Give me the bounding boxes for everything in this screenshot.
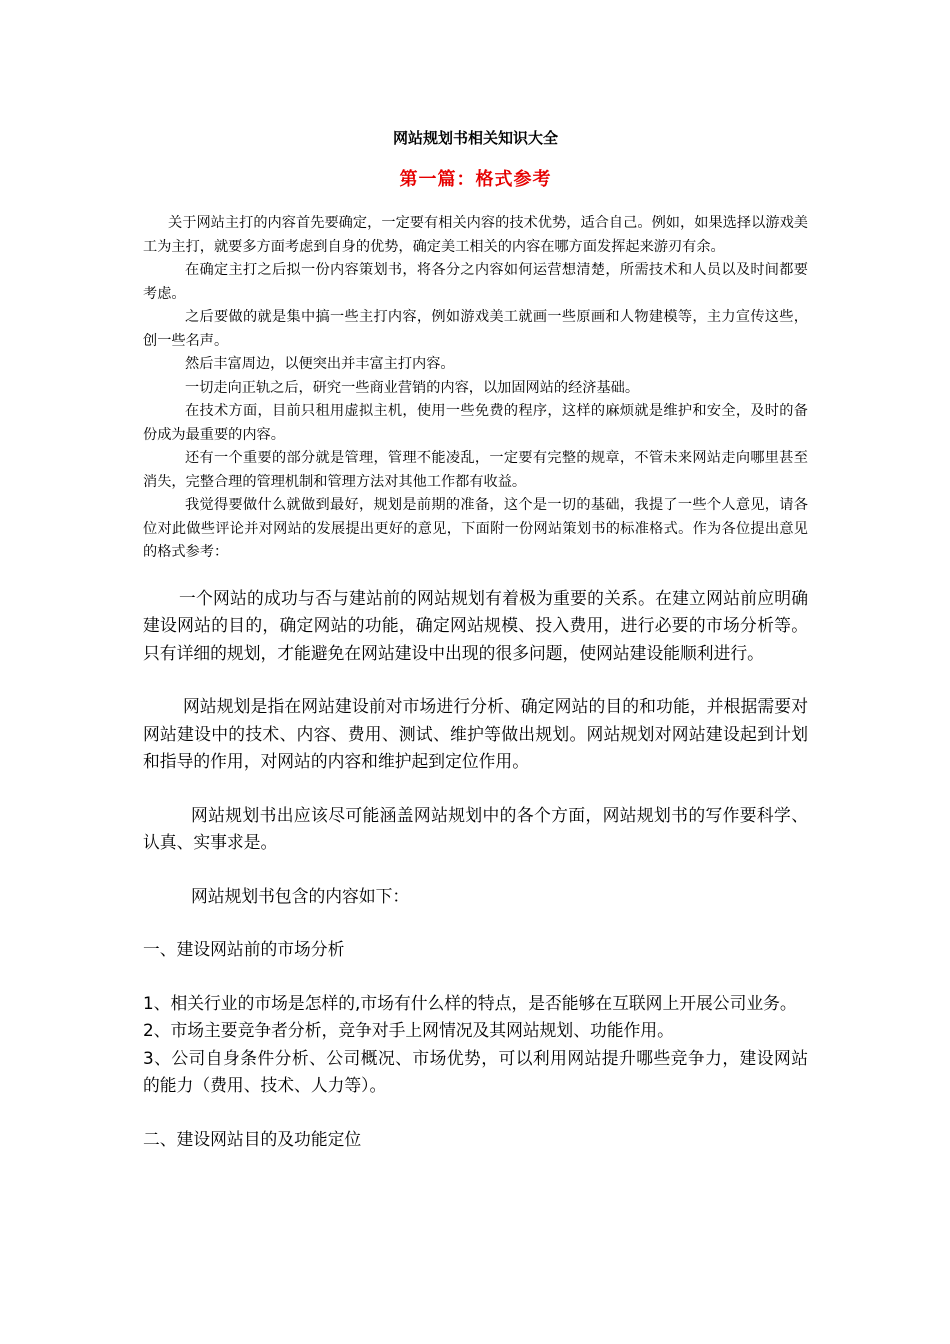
body-paragraph: 网站规划书出应该尽可能涵盖网站规划中的各个方面，网站规划书的写作要科学、认真、实事求是。 [143, 804, 808, 852]
intro-paragraph: 还有一个重要的部分就是管理，管理不能凌乱，一定要有完整的规章，不管未来网站走向哪里甚至消失，完整合理的管理机制和管理方法对其他工作都有收益。 [143, 450, 808, 490]
body-paragraph: 网站规划是指在网站建设前对市场进行分析、确定网站的目的和功能，并根据需要对网站建设中的技术、内容、费用、测试、维护等做出规划。网站规划对网站建设起到计划和指导的作用，对网站的内容和维护起到定位作用。 [143, 696, 808, 771]
body-block [143, 585, 808, 1154]
intro-paragraph: 一切走向正轨之后，研究一些商业营销的内容，以加固网站的经济基础。 [185, 379, 640, 396]
document-title: 网站规划书相关知识大全 [392, 129, 558, 147]
intro-paragraph: 关于网站主打的内容首先要确定，一定要有相关内容的技术优势，适合自己。例如，如果选择以游戏美工为主打，就要多方面考虑到自身的优势，确定美工相关的内容在哪方面发挥起来游刃有余。 [143, 215, 808, 255]
intro-paragraph: 然后丰富周边，以便突出并丰富主打内容。 [185, 356, 455, 372]
intro-paragraph: 之后要做的就是集中搞一些主打内容，例如游戏美工就画一些原画和人物建模等，主力宣传这些，创一些名声。 [143, 309, 808, 349]
body-paragraph: 网站规划书包含的内容如下： [191, 885, 410, 906]
intro-paragraph: 在确定主打之后拟一份内容策划书，将各分之内容如何运营想清楚，所需技术和人员以及时间都要考虑。 [143, 262, 808, 302]
section-heading: 第一篇：格式参考 [399, 169, 552, 190]
intro-paragraph: 在技术方面，目前只租用虚拟主机，使用一些免费的程序，这样的麻烦就是维护和安全，及时的备份成为最重要的内容。 [143, 403, 808, 443]
list-item: 3、公司自身条件分析、公司概况、市场优势，可以利用网站提升哪些竞争力，建设网站的能力（费用、技术、人力等）。 [143, 1047, 808, 1095]
list-heading: 二、建设网站目的及功能定位 [143, 1128, 362, 1149]
intro-block [143, 212, 808, 565]
body-paragraph: 一个网站的成功与否与建站前的网站规划有着极为重要的关系。在建立网站前应明确建设网站的目的，确定网站的功能，确定网站规模、投入费用，进行必要的市场分析等。只有详细的规划，才能避免在网站建设中出现的很多问题，使网站建设能顺利进行。 [143, 587, 808, 663]
list-item: 1、相关行业的市场是怎样的,市场有什么样的特点，是否能够在互联网上开展公司业务。 [143, 992, 797, 1013]
list-item: 2、市场主要竞争者分析，竞争对手上网情况及其网站规划、功能作用。 [143, 1020, 674, 1040]
list-heading: 一、建设网站前的市场分析 [143, 939, 345, 959]
document-content [143, 124, 808, 1153]
intro-paragraph: 我觉得要做什么就做到最好，规划是前期的准备，这个是一切的基础，我提了一些个人意见，请各位对此做些评论并对网站的发展提出更好的意见，下面附一份网站策划书的标准格式。作为各位提出意见的格式参考： [143, 497, 808, 560]
